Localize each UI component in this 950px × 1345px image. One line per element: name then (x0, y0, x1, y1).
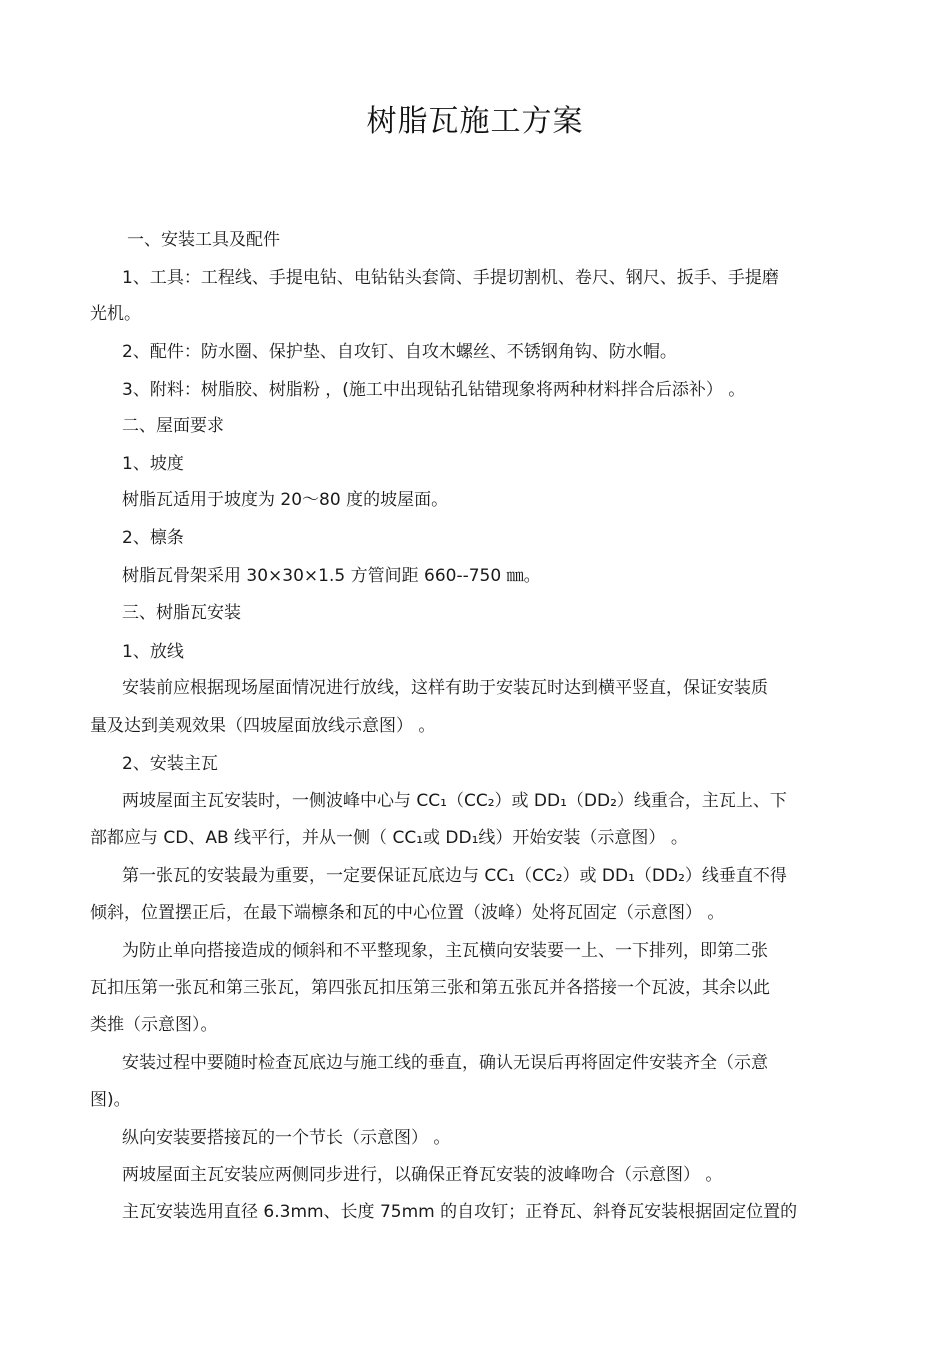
section-heading-3: 三、树脂瓦安装 (122, 603, 241, 623)
paragraph-line: 2、配件：防水圈、保护垫、自攻钉、自攻木螺丝、不锈钢角钩、防水帽。 (122, 342, 677, 362)
paragraph-line: 量及达到美观效果（四坡屋面放线示意图） 。 (90, 716, 436, 736)
subheading: 1、坡度 (122, 454, 184, 474)
paragraph-line: 瓦扣压第一张瓦和第三张瓦，第四张瓦扣压第三张和第五张瓦并各搭接一个瓦波，其余以此 (90, 978, 770, 998)
paragraph-line: 第一张瓦的安装最为重要，一定要保证瓦底边与 CC₁（CC₂）或 DD₁（DD₂）线垂直不得 (122, 866, 787, 886)
paragraph-line: 两坡屋面主瓦安装时，一侧波峰中心与 CC₁（CC₂）或 DD₁（DD₂）线重合，主瓦上、下 (122, 791, 787, 811)
paragraph-line: 3、附料：树脂胶、树脂粉 ，(施工中出现钻孔钻错现象将两种材料拌合后添补） 。 (122, 380, 746, 400)
paragraph-line: 倾斜，位置摆正后，在最下端檩条和瓦的中心位置（波峰）处将瓦固定（示意图） 。 (90, 903, 725, 923)
paragraph-line: 树脂瓦骨架采用 30×30×1.5 方管间距 660--750 ㎜。 (122, 566, 541, 586)
page-title: 树脂瓦施工方案 (366, 104, 584, 139)
paragraph-line: 类推（示意图）。 (90, 1015, 218, 1035)
subheading: 1、放线 (122, 642, 184, 662)
section-heading-2: 二、屋面要求 (122, 416, 224, 436)
subheading: 2、安装主瓦 (122, 754, 218, 774)
paragraph-line: 部都应与 CD、AB 线平行，并从一侧（ CC₁或 DD₁线）开始安装（示意图） 。 (90, 828, 688, 848)
paragraph-line: 图)。 (90, 1090, 131, 1110)
paragraph-line: 两坡屋面主瓦安装应两侧同步进行，以确保正脊瓦安装的波峰吻合（示意图） 。 (122, 1165, 723, 1185)
paragraph-line: 安装过程中要随时检查瓦底边与施工线的垂直，确认无误后再将固定件安装齐全（示意 (122, 1053, 768, 1073)
paragraph-line: 1、工具：工程线、手提电钻、电钻钻头套筒、手提切割机、卷尺、钢尺、扳手、手提磨 (122, 268, 779, 288)
section-heading-1: 一、安装工具及配件 (127, 230, 280, 250)
paragraph-line: 主瓦安装选用直径 6.3mm、长度 75mm 的自攻钉；正脊瓦、斜脊瓦安装根据固定位置的 (122, 1202, 798, 1222)
paragraph-line: 光机。 (90, 304, 141, 324)
subheading: 2、檩条 (122, 528, 184, 548)
paragraph-line: 纵向安装要搭接瓦的一个节长（示意图） 。 (122, 1128, 451, 1148)
paragraph-line: 树脂瓦适用于坡度为 20～80 度的坡屋面。 (122, 490, 449, 510)
paragraph-line: 为防止单向搭接造成的倾斜和不平整现象，主瓦横向安装要一上、一下排列，即第二张 (122, 941, 768, 961)
paragraph-line: 安装前应根据现场屋面情况进行放线，这样有助于安装瓦时达到横平竖直，保证安装质 (122, 678, 768, 698)
